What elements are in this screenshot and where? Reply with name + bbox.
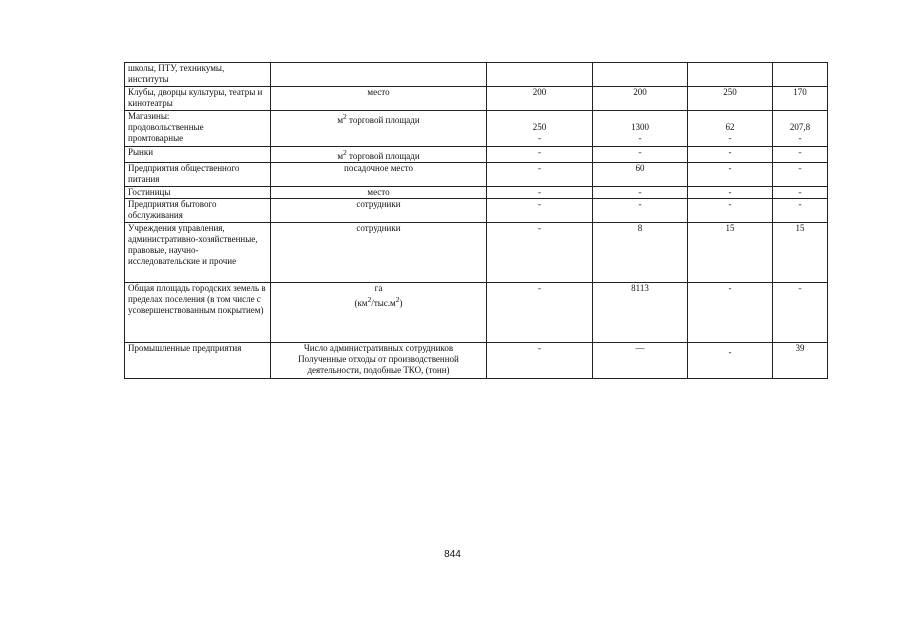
unit-text: (км <box>354 298 368 308</box>
cell-value-a: 250 <box>532 122 547 132</box>
table-row <box>125 223 828 283</box>
cell-value: - <box>487 343 593 379</box>
cell-value: - <box>773 147 828 163</box>
row-unit: сотрудники <box>271 223 487 283</box>
cell-value: - <box>487 283 593 343</box>
table-row <box>125 147 828 163</box>
unit-text-line <box>274 294 483 309</box>
row-unit <box>271 111 487 147</box>
unit-text: Число административных сотрудников <box>303 343 454 353</box>
row-unit: место <box>271 187 487 199</box>
row-unit: посадочное место <box>271 163 487 187</box>
cell-value: - <box>487 199 593 223</box>
cell-value-a: 207,8 <box>789 122 811 132</box>
table-row <box>125 63 828 87</box>
cell-value <box>593 111 688 147</box>
row-name: школы, ПТУ, техникумы, институты <box>125 63 271 87</box>
unit-text: га <box>374 283 383 293</box>
cell-value: - <box>773 283 828 343</box>
cell-value-b: - <box>798 133 802 143</box>
cell-value: - <box>688 187 773 199</box>
unit-text: /тыс.м <box>371 298 396 308</box>
cell-value: - <box>487 223 593 283</box>
table-row <box>125 187 828 199</box>
unit-text: торговой площади <box>346 115 420 125</box>
cell-value: - <box>593 187 688 199</box>
table-row <box>125 111 828 147</box>
cell-value: - <box>773 163 828 187</box>
cell-value <box>773 111 828 147</box>
cell-value: - <box>593 147 688 163</box>
cell-value: - <box>487 163 593 187</box>
cell-value: - <box>688 343 773 379</box>
table-row <box>125 87 828 111</box>
cell-value-b: - <box>538 133 541 143</box>
cell-value: - <box>773 187 828 199</box>
row-name: Предприятия общественного питания <box>125 163 271 187</box>
cell-value: 15 <box>688 223 773 283</box>
cell-value: - <box>688 283 773 343</box>
cell-value: 60 <box>593 163 688 187</box>
cell-value: - <box>773 199 828 223</box>
table-row <box>125 199 828 223</box>
row-name: Рынки <box>125 147 271 163</box>
row-name: Учреждения управления, административно-хозяйственные, правовые, научно-исследовательские и прочие <box>125 223 271 283</box>
cell-value: - <box>593 199 688 223</box>
unit-text: торговой площади <box>346 151 420 161</box>
row-name-sub: промтоварные <box>128 133 184 143</box>
row-name: Клубы, дворцы культуры, театры и кинотеатры <box>125 87 271 111</box>
cell-value-a: 62 <box>725 122 735 132</box>
row-name: Общая площадь городских земель в пределах поселения (в том числе с усовершенствованным покрытием) <box>125 283 271 343</box>
cell-value <box>688 63 773 87</box>
row-name: Предприятия бытового обслуживания <box>125 199 271 223</box>
unit-text: м <box>337 115 344 125</box>
unit-sup: 2 <box>395 295 400 304</box>
row-unit <box>271 63 487 87</box>
row-unit <box>271 343 487 379</box>
cell-value: 250 <box>688 87 773 111</box>
cell-value <box>688 111 773 147</box>
cell-value: - <box>487 147 593 163</box>
page-number: 844 <box>444 549 461 560</box>
table-row <box>125 283 828 343</box>
row-unit <box>271 283 487 343</box>
cell-value: 200 <box>487 87 593 111</box>
cell-value <box>487 63 593 87</box>
cell-value-b: - <box>638 133 642 143</box>
cell-value: - <box>487 187 593 199</box>
row-name-sub: продовольственные <box>128 122 204 132</box>
cell-value: 8113 <box>593 283 688 343</box>
unit-sup: 2 <box>367 295 372 304</box>
row-name: Гостиницы <box>125 187 271 199</box>
row-name-title: Магазины: <box>128 111 170 121</box>
cell-value: 15 <box>773 223 828 283</box>
cell-value <box>487 111 593 147</box>
unit-text: м <box>337 151 344 161</box>
cell-value: 200 <box>593 87 688 111</box>
row-unit: сотрудники <box>271 199 487 223</box>
data-table <box>124 62 828 379</box>
cell-value: - <box>688 199 773 223</box>
cell-value-b: - <box>728 133 732 143</box>
cell-value: - <box>688 147 773 163</box>
unit-text: ) <box>399 298 403 308</box>
row-name <box>125 111 271 147</box>
cell-value: 39 <box>773 343 828 379</box>
row-name: Промышленные предприятия <box>125 343 271 379</box>
unit-sup: 2 <box>343 112 347 121</box>
cell-value <box>593 63 688 87</box>
row-unit: место <box>271 87 487 111</box>
table-row <box>125 163 828 187</box>
cell-value <box>773 63 828 87</box>
unit-sup: 2 <box>343 148 347 157</box>
cell-value: - <box>688 163 773 187</box>
cell-value: — <box>593 343 688 379</box>
cell-value-a: 1300 <box>631 122 649 132</box>
cell-value: 170 <box>773 87 828 111</box>
cell-value: 8 <box>593 223 688 283</box>
unit-text: Полученные отходы от производственной деятельности, подобные ТКО, (тонн) <box>298 354 459 375</box>
table-row <box>125 343 828 379</box>
row-unit <box>271 147 487 163</box>
